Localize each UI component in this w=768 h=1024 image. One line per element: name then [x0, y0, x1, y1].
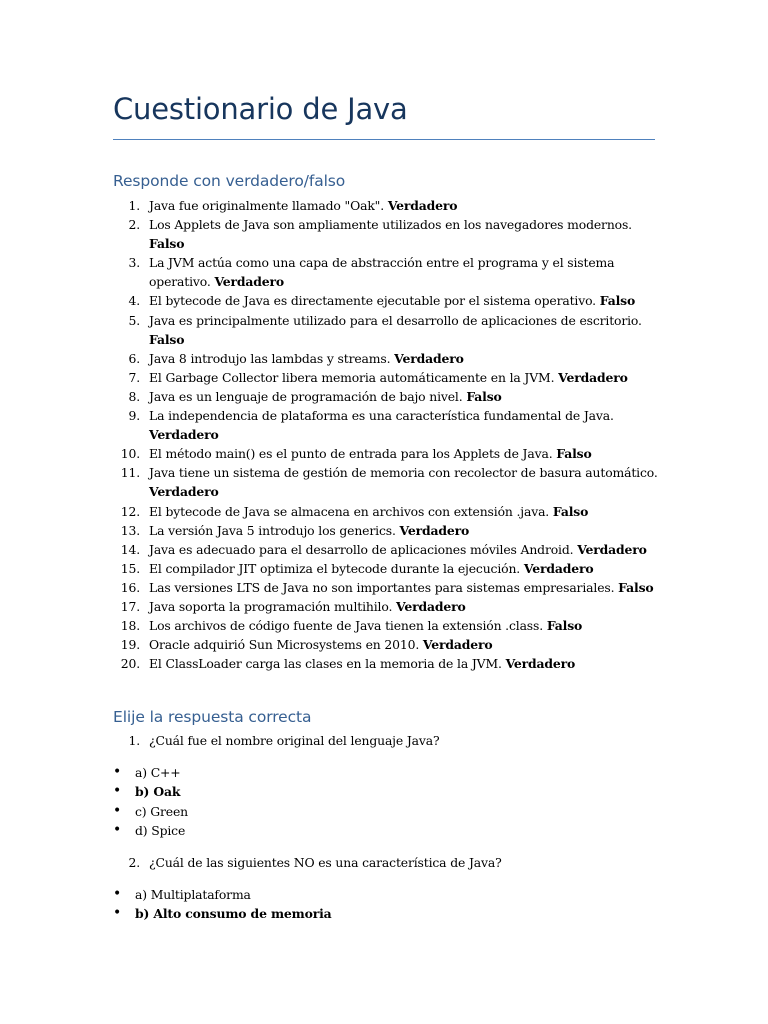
mc-question [113, 853, 502, 872]
question-number: 1. [128, 733, 140, 748]
tf-question-item [113, 654, 658, 673]
tf-question-item [113, 597, 658, 616]
document-title: Cuestionario de Java [113, 92, 408, 126]
question-number: 3. [128, 255, 140, 271]
question-answer: Verdadero [422, 637, 493, 653]
question-answer: Verdadero [214, 274, 285, 290]
question-number: 18. [120, 618, 140, 634]
question-answer: Verdadero [399, 522, 470, 538]
tf-question-item [113, 502, 658, 521]
tf-question-item [113, 291, 658, 310]
tf-question-item [113, 635, 658, 654]
question-text: ¿Cuál fue el nombre original del lenguaje Java? [149, 733, 440, 748]
true-false-question-list [113, 196, 658, 673]
question-text: El ClassLoader carga las clases en la memoria de la JVM. [149, 656, 506, 672]
tf-question-item [113, 444, 658, 463]
question-answer: Verdadero [394, 350, 464, 366]
question-number: 20. [120, 656, 140, 672]
question-text: La independencia de plataforma es una característica fundamental de Java. [149, 408, 614, 424]
option-text: a) C++ [135, 765, 181, 780]
tf-question-item [113, 387, 658, 406]
tf-question-item [113, 463, 658, 501]
question-answer: Falso [546, 618, 583, 634]
tf-question-item [113, 311, 658, 349]
bullet-icon: • [113, 764, 122, 780]
question-number: 4. [128, 293, 140, 309]
bullet-icon: • [113, 783, 122, 800]
question-answer: Verdadero [387, 198, 458, 213]
question-text: Oracle adquirió Sun Microsystems en 2010. [149, 637, 423, 653]
question-number: 7. [128, 369, 140, 385]
question-number: 8. [128, 388, 140, 404]
question-answer: Verdadero [149, 484, 219, 500]
tf-question-item [113, 215, 658, 253]
question-text: El método main() es el punto de entrada para los Applets de Java. [149, 446, 557, 462]
question-number: 19. [120, 637, 140, 653]
question-text: Los Applets de Java son ampliamente utilizados en los navegadores modernos. [149, 217, 632, 233]
question-answer: Falso [618, 579, 654, 595]
option-text: c) Green [135, 803, 188, 819]
question-text: El compilador JIT optimiza el bytecode durante la ejecución. [149, 560, 524, 576]
question-answer: Falso [466, 388, 502, 404]
tf-question-item [113, 578, 658, 597]
mc-option [113, 782, 188, 801]
section-heading-true-false: Responde con verdadero/falso [113, 172, 346, 190]
mc-option [113, 802, 188, 821]
section-heading-multiple-choice: Elije la respuesta correcta [113, 708, 312, 726]
option-text: b) Alto consumo de memoria [135, 906, 332, 922]
title-underline [113, 139, 655, 140]
question-number: 11. [120, 465, 140, 481]
option-text: b) Oak [135, 784, 181, 800]
question-answer: Falso [599, 293, 636, 309]
tf-question-item [113, 406, 658, 444]
question-text: Java tiene un sistema de gestión de memoria con recolector de basura automático. [149, 465, 658, 481]
question-number: 15. [120, 560, 140, 576]
mc-options-list [113, 885, 332, 924]
mc-option [113, 885, 332, 904]
question-number: 17. [120, 598, 140, 614]
question-answer: Verdadero [396, 598, 466, 614]
question-answer: Falso [552, 503, 589, 519]
question-answer: Verdadero [149, 427, 219, 443]
question-text: La JVM actúa como una capa de abstracción entre el programa y el sistema operativo. [149, 255, 615, 290]
tf-question-item [113, 196, 658, 215]
question-text: La versión Java 5 introdujo los generics. [149, 522, 400, 538]
question-answer: Verdadero [505, 656, 576, 672]
question-number: 13. [120, 522, 140, 538]
question-number: 2. [128, 217, 140, 233]
mc-option [113, 904, 332, 923]
question-text: Java fue originalmente llamado "Oak". [149, 198, 388, 213]
question-text: Java es principalmente utilizado para el desarrollo de aplicaciones de escritorio. [149, 312, 642, 328]
question-text: Java 8 introdujo las lambdas y streams. [149, 350, 395, 366]
tf-question-item [113, 349, 658, 368]
question-number: 6. [128, 350, 140, 366]
mc-question [113, 731, 439, 750]
question-text: ¿Cuál de las siguientes NO es una característica de Java? [149, 855, 502, 870]
question-number: 10. [120, 446, 140, 462]
question-text: Java es un lenguaje de programación de bajo nivel. [149, 388, 467, 404]
question-text: El bytecode de Java se almacena en archivos con extensión .java. [149, 503, 553, 519]
tf-question-item [113, 521, 658, 540]
option-text: a) Multiplataforma [135, 887, 251, 902]
question-number: 12. [120, 503, 140, 519]
question-number: 1. [128, 198, 140, 213]
mc-options-list [113, 763, 188, 841]
bullet-icon: • [113, 802, 122, 819]
question-answer: Verdadero [577, 541, 647, 557]
question-answer: Falso [149, 331, 185, 347]
question-number: 9. [128, 408, 140, 424]
question-answer: Verdadero [558, 369, 628, 385]
question-number: 14. [120, 541, 140, 557]
bullet-icon: • [113, 905, 122, 922]
question-answer: Verdadero [523, 560, 594, 576]
question-number: 16. [120, 579, 140, 595]
question-text: Java es adecuado para el desarrollo de aplicaciones móviles Android. [149, 541, 578, 557]
mc-option [113, 821, 188, 840]
question-number: 5. [128, 312, 140, 328]
tf-question-item [113, 253, 658, 291]
question-answer: Falso [556, 446, 592, 462]
question-text: El Garbage Collector libera memoria automáticamente en la JVM. [149, 369, 559, 385]
tf-question-item [113, 616, 658, 635]
question-text: Las versiones LTS de Java no son importantes para sistemas empresariales. [149, 579, 619, 595]
option-text: d) Spice [135, 823, 186, 839]
question-answer: Falso [149, 236, 185, 252]
bullet-icon: • [113, 822, 122, 839]
question-number: 2. [128, 855, 140, 870]
tf-question-item [113, 540, 658, 559]
question-text: Java soporta la programación multihilo. [149, 598, 397, 614]
question-text: Los archivos de código fuente de Java tienen la extensión .class. [149, 618, 547, 634]
mc-option [113, 763, 188, 782]
bullet-icon: • [113, 886, 122, 902]
tf-question-item [113, 559, 658, 578]
question-text: El bytecode de Java es directamente ejecutable por el sistema operativo. [149, 293, 600, 309]
tf-question-item [113, 368, 658, 387]
